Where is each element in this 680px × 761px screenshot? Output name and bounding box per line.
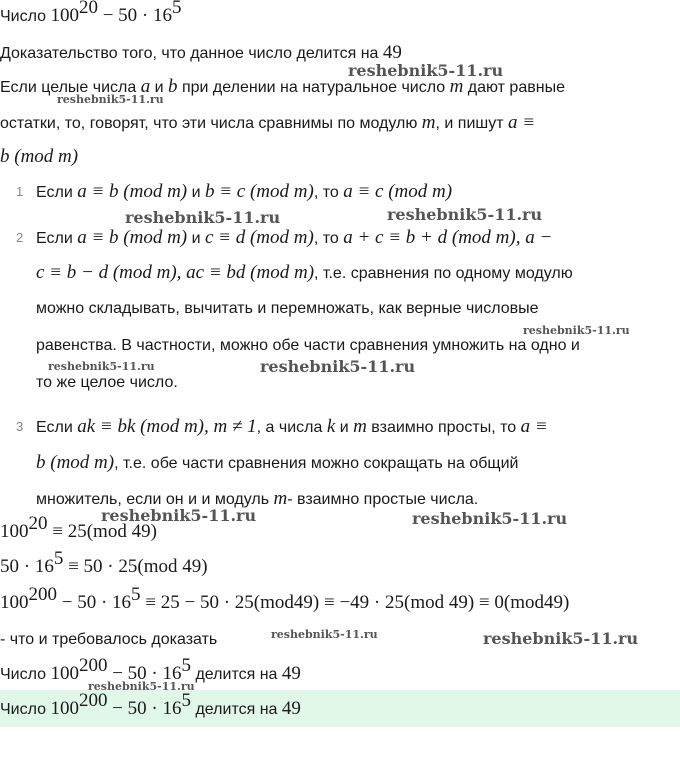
result-line: Число $100^{200} - 50 \cdot 16^5$ делится на 49 [0,655,301,684]
watermark: reshebnik5-11.ru [348,61,504,80]
task-title: Число $100^{20} - 50 \cdot 16^5$ [0,0,182,26]
watermark: reshebnik5-11.ru [523,324,630,337]
property-3-line-3: множитель, если он и и модуль m- взаимно простые числа. [36,488,479,509]
intro-line-3: b (mod m) [0,146,79,167]
calc-line-2: $50 \cdot 16^5 \equiv 50 \cdot 25(mod$ 49) [0,548,208,577]
watermark: reshebnik5-11.ru [271,628,378,641]
watermark: reshebnik5-11.ru [483,629,639,648]
conclusion-text: - что и требовалось доказать [0,631,218,648]
property-2-line-5: то же целое число. [36,374,178,391]
property-2-line-1: Если a ≡ b (mod m) и c ≡ d (mod m), то a + c ≡ b + d (mod m), a − [36,227,553,248]
intro-line-2: остатки, то, говорят, что эти числа сравнимы по модулю m, и пишут a ≡ [0,112,536,133]
calc-line-1: $100^{20} \equiv 25(mod$ 49) [0,513,157,542]
watermark: reshebnik5-11.ru [101,506,257,525]
watermark: reshebnik5-11.ru [387,205,543,224]
watermark: reshebnik5-11.ru [125,208,281,227]
property-3-line-2: b (mod m), т.е. обе части сравнения можно сокращать на общий [36,452,519,473]
watermark: reshebnik5-11.ru [260,357,416,376]
property-1: Если a ≡ b (mod m) и b ≡ c (mod m), то a ≡ c (mod m) [36,181,453,202]
list-number-3: 3 [16,419,24,434]
answer-line: Число $100^{200} - 50 \cdot 16^5$ делится на 49 [0,690,301,719]
list-number-1: 1 [16,184,24,199]
list-number-2: 2 [16,230,24,245]
property-3-line-1: Если ak ≡ bk (mod m), m ≠ 1, а числа k и m взаимно просты, то a ≡ [36,416,548,437]
watermark: reshebnik5-11.ru [412,509,568,528]
intro-line-1: Если целые числа a и b при делении на натуральное число m дают равные [0,76,565,97]
property-2-line-3: можно складывать, вычитать и перемножать, как верные числовые [36,300,539,317]
property-2-line-2: c ≡ b − d (mod m), ac ≡ bd (mod m), т.е. сравнения по одному модулю [36,262,573,283]
watermark: reshebnik5-11.ru [88,680,195,693]
proof-heading: Доказательство того, что данное число делится на 49 [0,42,402,63]
property-2-line-4: равенства. В частности, можно обе части сравнения умножить на одно и [36,337,580,354]
watermark: reshebnik5-11.ru [57,93,164,106]
watermark: reshebnik5-11.ru [48,360,155,373]
calc-line-3: $100^{200} - 50 \cdot 16^5 \equiv 25 - 50 \cdot 25(mod49) \equiv -49 \cdot 25(mod$ 49) ≡ 0(mod49) [0,584,570,613]
